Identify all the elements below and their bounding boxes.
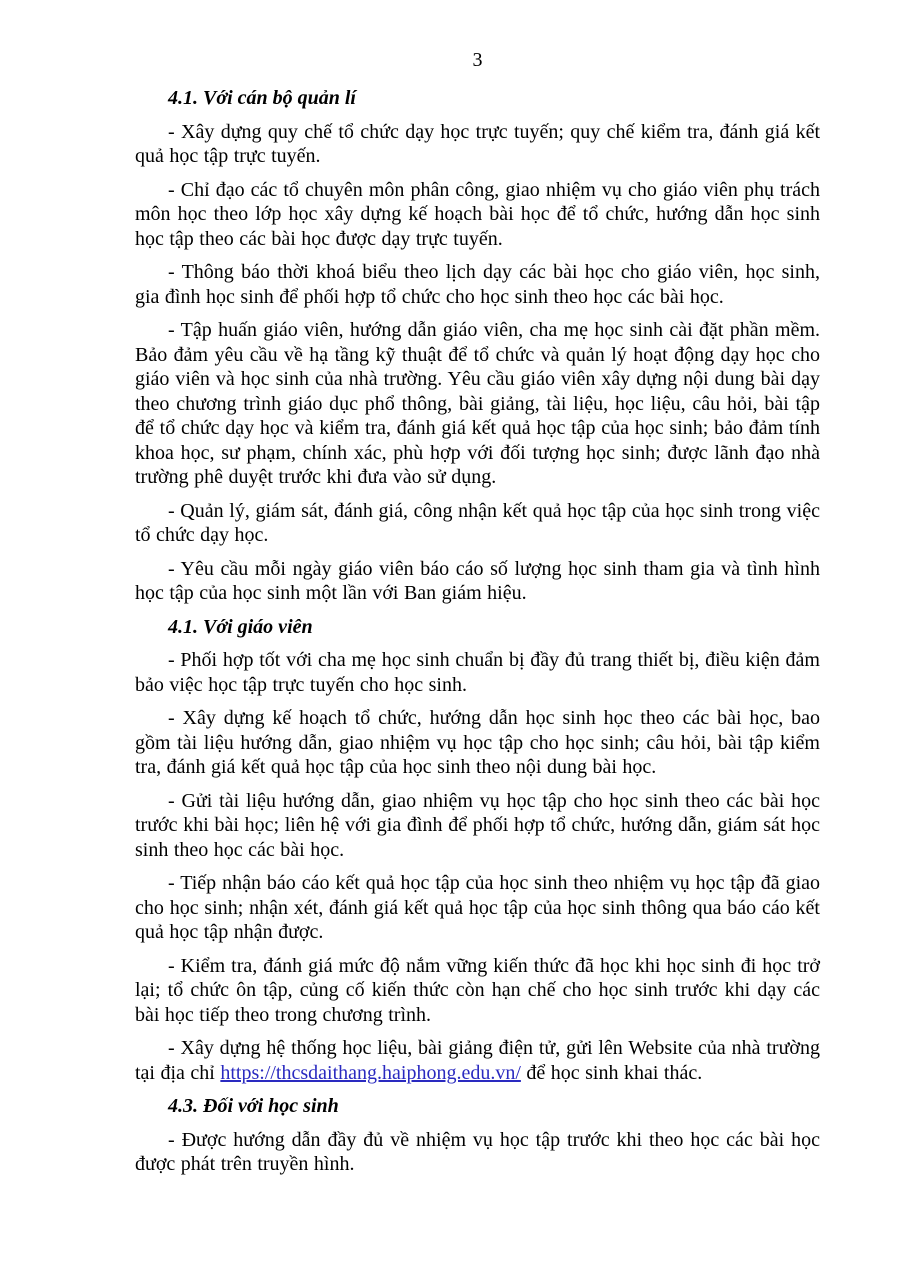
- paragraph-text: để học sinh khai thác.: [520, 1061, 703, 1084]
- paragraph: - Phối hợp tốt với cha mẹ học sinh chuẩn bị đầy đủ trang thiết bị, điều kiện đảm bảo việc học tập trực tuyến cho học sinh.: [135, 649, 820, 696]
- paragraph-text: - Xây dựng hệ thống học liệu, bài giảng điện tử, gửi lên Website của nhà trường tại địa chỉ: [135, 1037, 820, 1084]
- paragraph: - Kiểm tra, đánh giá mức độ nắm vững kiến thức đã học khi học sinh đi học trở lại; tổ chức ôn tập, củng cố kiến thức còn hạn chế cho học sinh trước khi dạy các bài học tiếp theo trong chương trình.: [135, 954, 820, 1026]
- paragraph: - Được hướng dẫn đầy đủ về nhiệm vụ học tập trước khi theo học các bài học được phát trên truyền hình.: [135, 1128, 820, 1175]
- paragraph: - Yêu cầu mỗi ngày giáo viên báo cáo số lượng học sinh tham gia và tình hình học tập của học sinh một lần với Ban giám hiệu.: [135, 557, 820, 604]
- paragraph: - Tập huấn giáo viên, hướng dẫn giáo viên, cha mẹ học sinh cài đặt phần mềm. Bảo đảm yêu cầu về hạ tầng kỹ thuật để tổ chức và quản lý hoạt động dạy học cho giáo viên và học sinh của nhà trường. Yêu cầu giáo viên xây dựng nội dung bài dạy theo chương trình giáo dục phổ thông, bài giảng, tài liệu, học liệu, câu hỏi, bài tập để tổ chức dạy học và kiểm tra, đánh giá kết quả học tập của học sinh; bảo đảm tính khoa học, sư phạm, chính xác, phù hợp với đối tượng học sinh; được lãnh đạo nhà trường phê duyệt trước khi đưa vào sử dụng.: [135, 319, 820, 488]
- section-heading-giao-vien: 4.1. Với giáo viên: [168, 615, 313, 638]
- section-heading-hoc-sinh: 4.3. Đối với học sinh: [168, 1095, 339, 1117]
- paragraph: - Xây dựng quy chế tổ chức dạy học trực tuyến; quy chế kiểm tra, đánh giá kết quả học tập trực tuyến.: [135, 120, 820, 167]
- paragraph: - Xây dựng kế hoạch tổ chức, hướng dẫn học sinh học theo các bài học, bao gồm tài liệu hướng dẫn, giao nhiệm vụ học tập cho học sinh; câu hỏi, bài tập kiểm tra, đánh giá kết quả học tập của học sinh theo nội dung bài học.: [135, 707, 820, 778]
- paragraph: - Chỉ đạo các tổ chuyên môn phân công, giao nhiệm vụ cho giáo viên phụ trách môn học theo lớp học xây dựng kế hoạch bài học để tổ chức, hướng dẫn học sinh học tập theo các bài học được dạy trực tuyến.: [135, 178, 820, 250]
- page-number: 3: [472, 49, 483, 71]
- section-heading-can-bo-quan-li: 4.1. Với cán bộ quản lí: [168, 87, 356, 109]
- paragraph: - Thông báo thời khoá biểu theo lịch dạy các bài học cho giáo viên, học sinh, gia đình học sinh để phối hợp tổ chức cho học sinh theo học các bài học.: [135, 261, 820, 308]
- paragraph: - Gửi tài liệu hướng dẫn, giao nhiệm vụ học tập cho học sinh theo các bài học trước khi bài học; liên hệ với gia đình để phối hợp tổ chức, hướng dẫn, giám sát học sinh theo học các bài học.: [135, 789, 820, 861]
- paragraph: - Quản lý, giám sát, đánh giá, công nhận kết quả học tập của học sinh trong việc tổ chức dạy học.: [135, 499, 820, 546]
- paragraph: - Tiếp nhận báo cáo kết quả học tập của học sinh theo nhiệm vụ học tập đã giao cho học sinh; nhận xét, đánh giá kết quả học tập của học sinh thông qua báo cáo kết quả học tập nhận được.: [135, 872, 820, 943]
- school-website-link[interactable]: https://thcsdaithang.haiphong.edu.vn/: [220, 1061, 521, 1084]
- paragraph-with-link: [135, 1036, 820, 1085]
